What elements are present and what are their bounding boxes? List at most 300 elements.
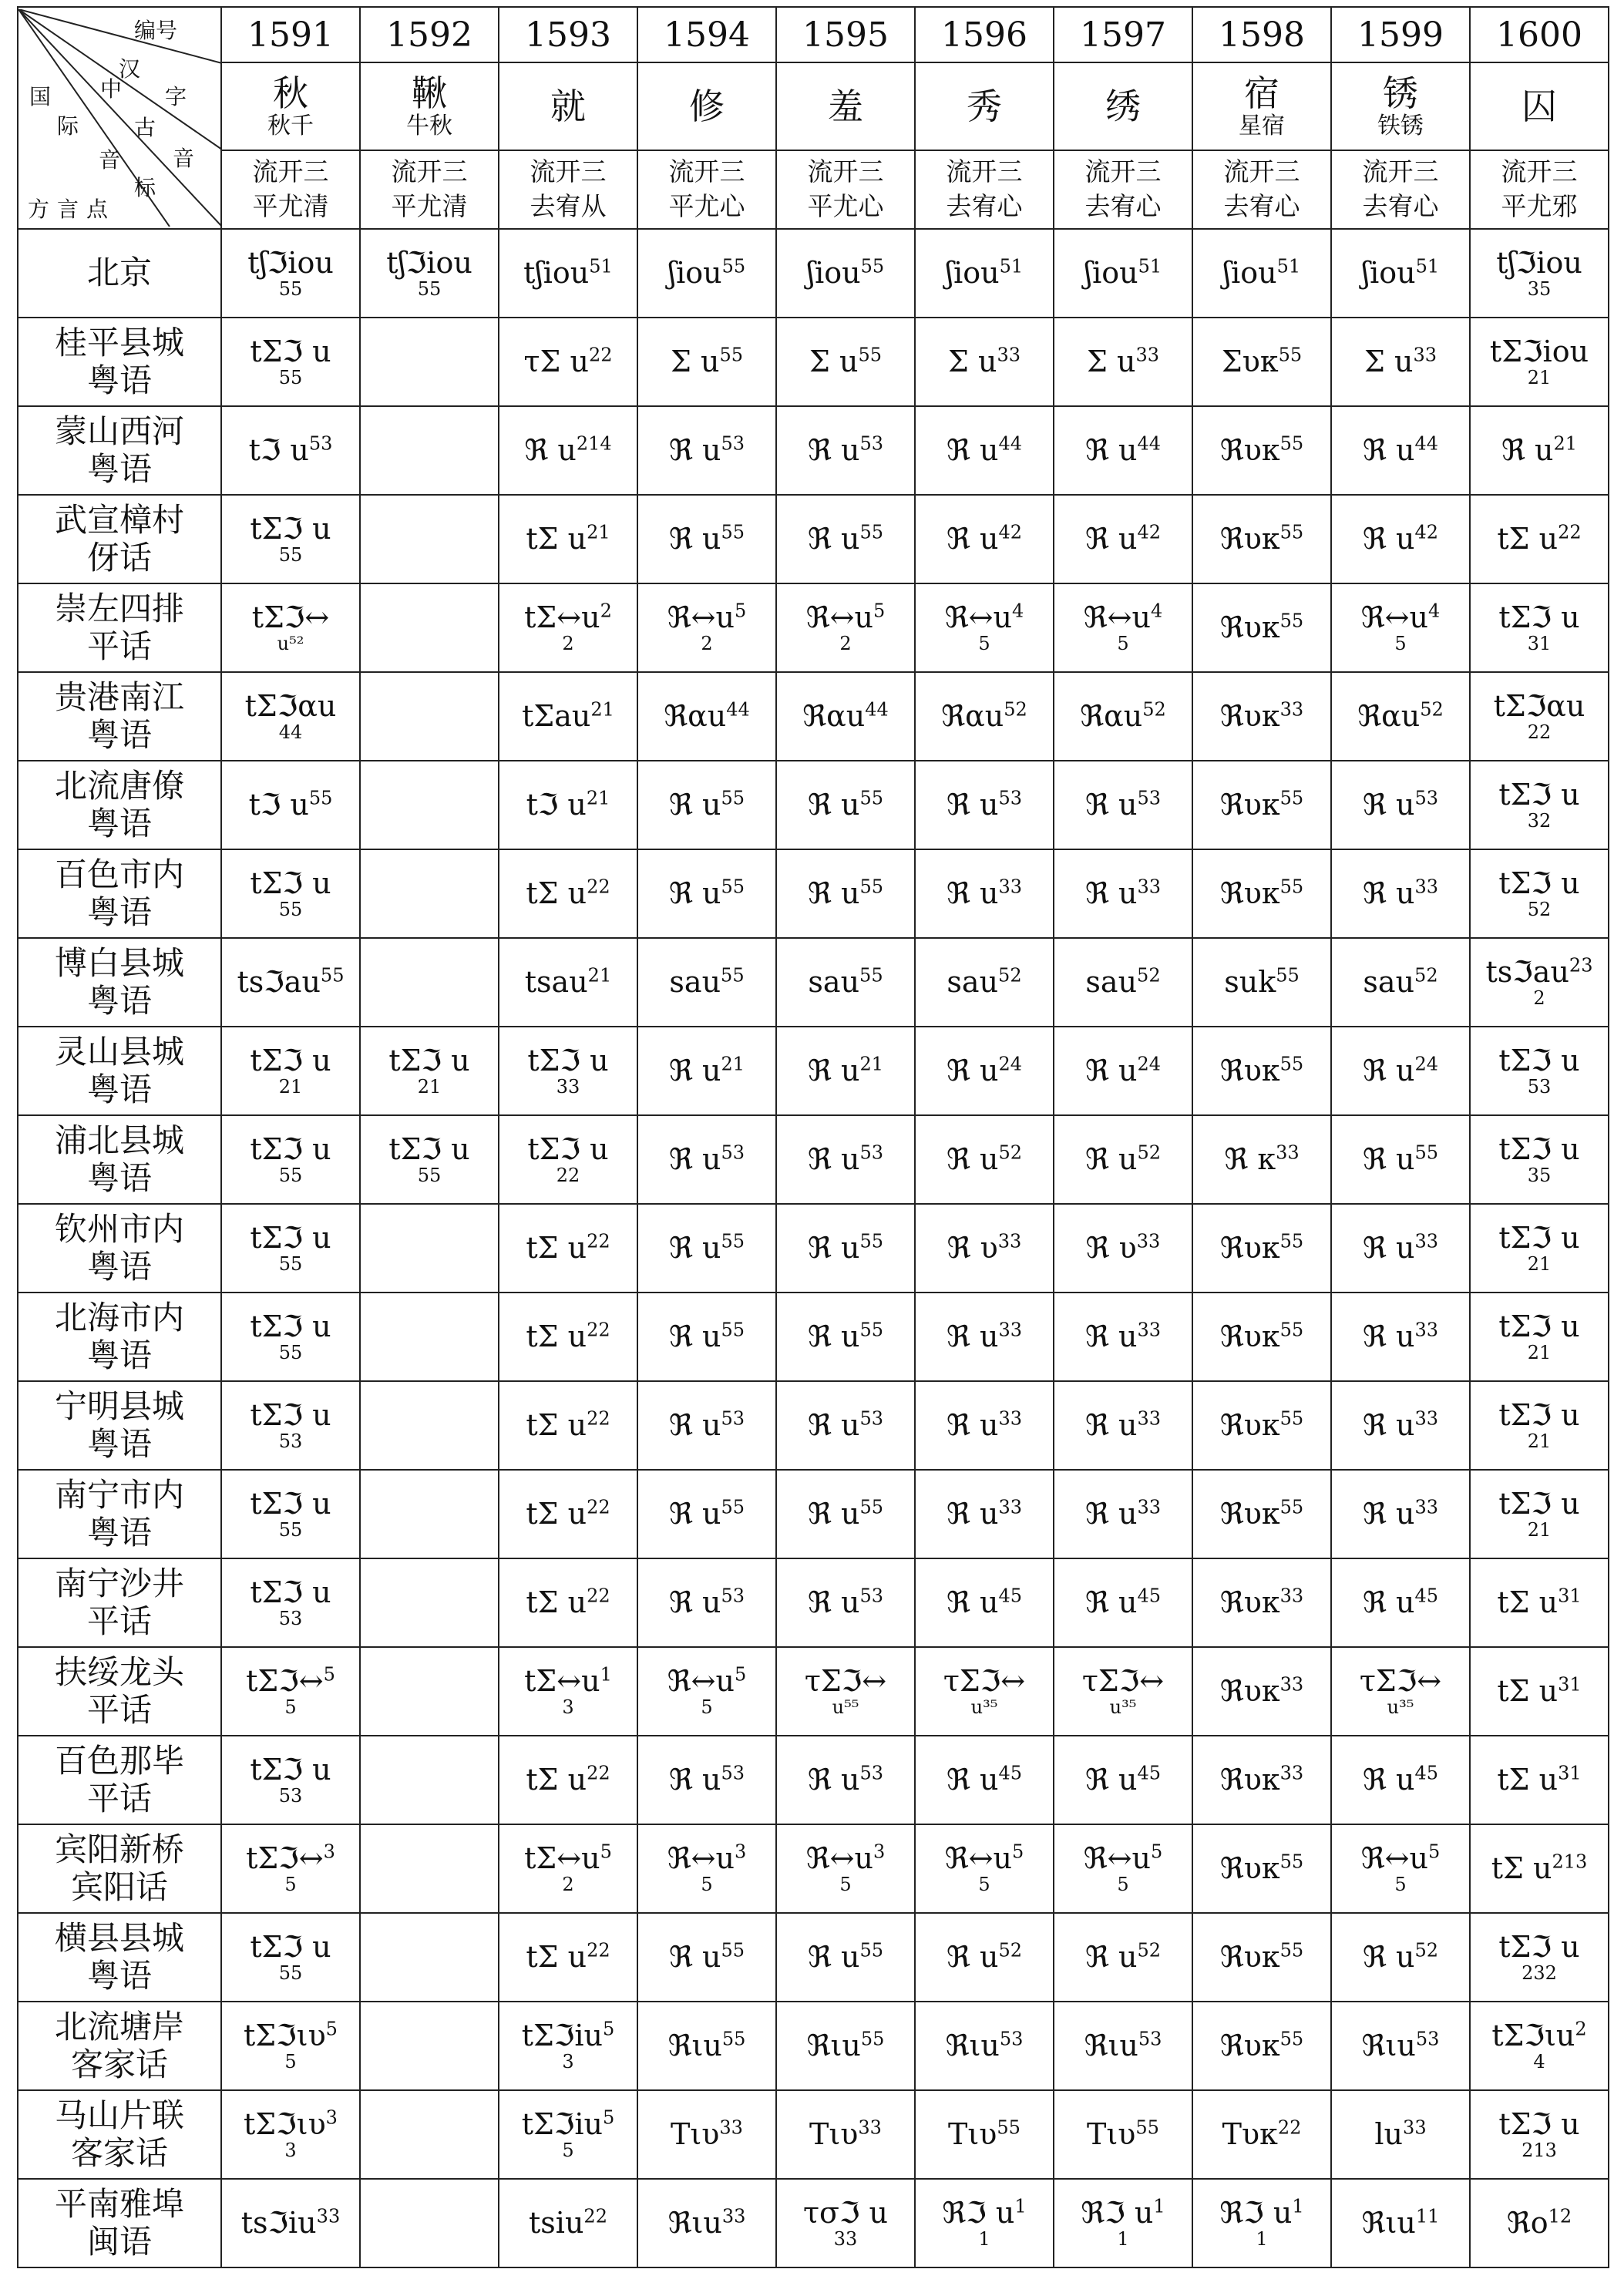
corner-label-han: 汉 xyxy=(119,56,141,82)
pronunciation-text: ℜ u xyxy=(1084,876,1138,910)
tone-superscript: 45 xyxy=(1414,1761,1439,1783)
table-row xyxy=(18,1647,1609,1736)
pronunciation-text: tΣ u xyxy=(526,1230,587,1265)
pronunciation-text: lu xyxy=(1374,2116,1404,2151)
pronunciation-main xyxy=(499,1584,637,1619)
tone-superscript: 22 xyxy=(587,1938,610,1961)
pronunciation-main xyxy=(1054,1663,1192,1698)
column-number-1592: 1592 xyxy=(360,7,499,62)
pronunciation-cell xyxy=(776,318,915,406)
tone-superscript: 55 xyxy=(719,343,743,365)
pronunciation-cell xyxy=(1192,318,1331,406)
pronunciation-text: τσℑ u xyxy=(802,2195,888,2230)
tone-superscript: 31 xyxy=(1558,1672,1582,1695)
tone-superscript: 214 xyxy=(576,432,612,454)
pronunciation-cell xyxy=(499,2179,637,2267)
pronunciation-main xyxy=(1471,1309,1608,1343)
location-line: 崇左四排 xyxy=(54,590,184,628)
pronunciation-cell xyxy=(1331,495,1470,583)
pronunciation-cell xyxy=(915,406,1054,495)
tone-superscript: 55 xyxy=(1276,963,1300,986)
pronunciation-main xyxy=(222,1397,359,1432)
pronunciation-main xyxy=(361,245,498,280)
middle-chinese-line: 去宥心 xyxy=(1362,191,1439,221)
pronunciation-text: ℜαu xyxy=(802,698,866,733)
pronunciation-cell xyxy=(360,1736,499,1824)
pronunciation-cell xyxy=(776,2002,915,2090)
tone-superscript: 24 xyxy=(1414,1052,1439,1074)
pronunciation-text: tʃℑiou xyxy=(386,245,472,280)
location-cell xyxy=(18,1736,221,1824)
tone-subscript: 1 xyxy=(1256,2228,1268,2251)
pronunciation-text: ℜ u xyxy=(1084,1141,1138,1176)
pronunciation-main xyxy=(1332,1938,1469,1974)
pronunciation-text: ʃiou xyxy=(667,255,722,290)
pronunciation-cell xyxy=(915,1115,1054,1204)
location-cell xyxy=(18,495,221,583)
pronunciation-main xyxy=(222,688,359,723)
pronunciation-cell xyxy=(1470,1293,1609,1381)
location-line: 宾阳话 xyxy=(70,1867,168,1906)
pronunciation-text: suk xyxy=(1224,964,1276,999)
pronunciation-text: sau xyxy=(808,964,860,999)
tone-superscript: 5 xyxy=(1427,1840,1441,1862)
pronunciation-text: ℜυκ xyxy=(1219,1496,1280,1531)
tone-superscript: 22 xyxy=(587,875,610,897)
pronunciation-cell xyxy=(1192,1204,1331,1293)
location-cell xyxy=(18,2179,221,2267)
pronunciation-main xyxy=(916,2027,1053,2062)
tone-superscript: 55 xyxy=(860,254,885,277)
middle-chinese-line: 流开三 xyxy=(668,156,745,187)
tone-superscript: 22 xyxy=(587,1407,610,1429)
pronunciation-cell xyxy=(1331,1647,1470,1736)
tone-superscript: 33 xyxy=(1414,1318,1439,1340)
pronunciation-cell xyxy=(1470,2090,1609,2179)
pronunciation-text: tΣℑ u xyxy=(1498,1131,1580,1166)
tone-superscript: 53 xyxy=(721,1141,745,1163)
tone-superscript: 55 xyxy=(721,1318,745,1340)
tone-superscript: 53 xyxy=(1137,786,1162,808)
corner-label-biao: 标 xyxy=(134,175,156,200)
tone-subscript: 5 xyxy=(1394,633,1407,655)
pronunciation-cell xyxy=(915,2179,1054,2267)
table-row xyxy=(18,1470,1609,1558)
pronunciation-cell xyxy=(1331,1027,1470,1115)
pronunciation-text: ℜ u xyxy=(668,876,721,910)
pronunciation-cell xyxy=(1054,318,1192,406)
pronunciation-main xyxy=(499,520,637,556)
column-number-1600: 1600 xyxy=(1470,7,1609,62)
pronunciation-main xyxy=(499,1938,637,1974)
pronunciation-main xyxy=(499,1662,637,1698)
pronunciation-text: tΣℑ u xyxy=(250,1486,331,1521)
pronunciation-text: tΣℑ u xyxy=(1498,600,1580,634)
tone-subscript: 1 xyxy=(1117,2228,1129,2251)
pronunciation-cell xyxy=(1192,583,1331,672)
pronunciation-main xyxy=(1471,1131,1608,1166)
tone-superscript: 23 xyxy=(1569,953,1593,976)
pronunciation-main xyxy=(222,1486,359,1521)
pronunciation-text: ℜυκ xyxy=(1219,2028,1280,2062)
pronunciation-text: ℜ u xyxy=(946,1496,999,1531)
pronunciation-cell xyxy=(1470,1558,1609,1647)
tone-subscript: 21 xyxy=(1527,1342,1552,1364)
tone-subscript: 22 xyxy=(1527,721,1552,744)
pronunciation-text: τΣℑ↔ xyxy=(804,1663,887,1698)
tone-superscript: 5 xyxy=(1011,1840,1024,1862)
tone-superscript: 55 xyxy=(308,786,333,808)
column-number-1599: 1599 xyxy=(1331,7,1470,62)
character-example: 星宿 xyxy=(1239,112,1285,140)
pronunciation-cell xyxy=(360,1293,499,1381)
pronunciation-main xyxy=(777,875,914,910)
tone-superscript: 53 xyxy=(999,2027,1024,2049)
pronunciation-text: tΣau xyxy=(522,698,591,733)
location-line: 客家话 xyxy=(70,2045,168,2083)
location-line: 粤语 xyxy=(86,1336,152,1374)
pronunciation-text: ℜ u xyxy=(1084,1407,1138,1442)
tone-superscript: 31 xyxy=(1558,1761,1582,1783)
pronunciation-main xyxy=(1193,1584,1330,1619)
tone-superscript: 21 xyxy=(721,1052,745,1074)
location-line: 客家话 xyxy=(70,2133,168,2172)
pronunciation-cell xyxy=(776,229,915,318)
pronunciation-main xyxy=(499,1131,637,1166)
pronunciation-text: tʃℑiou xyxy=(247,245,334,280)
pronunciation-text: ℜ u xyxy=(1362,432,1415,467)
pronunciation-main xyxy=(916,2116,1053,2151)
tone-superscript: 55 xyxy=(859,1495,884,1518)
tone-superscript: 33 xyxy=(1414,1495,1439,1518)
pronunciation-main xyxy=(1332,254,1469,290)
pronunciation-cell xyxy=(1192,2179,1331,2267)
tone-superscript: 33 xyxy=(1137,1407,1162,1429)
pronunciation-text: ℜ↔u xyxy=(1083,600,1151,634)
tone-superscript: 3 xyxy=(734,1840,747,1862)
pronunciation-text: ℜ u xyxy=(807,1230,860,1265)
pronunciation-cell xyxy=(499,1027,637,1115)
pronunciation-main xyxy=(1471,1850,1608,1885)
tone-superscript: 55 xyxy=(1279,1495,1304,1518)
pronunciation-cell xyxy=(1054,1470,1192,1558)
column-number-1598: 1598 xyxy=(1192,7,1331,62)
pronunciation-main xyxy=(1054,599,1192,634)
tone-superscript: 33 xyxy=(998,1495,1023,1518)
pronunciation-cell xyxy=(1331,2002,1470,2090)
pronunciation-text: Σ u xyxy=(809,344,859,378)
location-line: 粤语 xyxy=(86,1424,152,1463)
tone-superscript: 55 xyxy=(1279,520,1304,543)
pronunciation-text: ℜ u xyxy=(668,1141,721,1176)
tone-superscript: 5 xyxy=(734,1662,747,1685)
tone-subscript: 44 xyxy=(278,721,303,744)
pronunciation-main xyxy=(1054,254,1192,290)
tone-subscript: 55 xyxy=(278,1962,303,1985)
pronunciation-text: ℜ u xyxy=(668,1762,721,1797)
column-character-cell xyxy=(1470,62,1609,150)
pronunciation-text: ℜαu xyxy=(1080,698,1143,733)
tone-superscript: 11 xyxy=(1415,2204,1440,2227)
pronunciation-main xyxy=(1054,432,1192,467)
pronunciation-text: ℜ↔u xyxy=(667,1840,735,1875)
pronunciation-text: ℜυκ xyxy=(1219,1762,1280,1797)
tone-superscript: 5 xyxy=(602,2106,615,2128)
tone-superscript: 22 xyxy=(588,343,613,365)
tone-subscript: 21 xyxy=(1527,1519,1552,1541)
pronunciation-main xyxy=(1054,1840,1192,1875)
corner-label-zhong: 中 xyxy=(100,76,123,102)
pronunciation-text: sau xyxy=(1363,964,1415,999)
tone-subscript: 55 xyxy=(278,1253,303,1276)
tone-superscript: 53 xyxy=(859,1141,884,1163)
pronunciation-cell xyxy=(1331,1558,1470,1647)
pronunciation-cell xyxy=(360,406,499,495)
pronunciation-main xyxy=(1332,1584,1469,1619)
middle-chinese-cell xyxy=(1470,150,1609,229)
pronunciation-main xyxy=(1193,254,1330,290)
pronunciation-cell xyxy=(221,849,360,938)
tone-subscript: 5 xyxy=(978,633,990,655)
pronunciation-main xyxy=(499,2106,637,2141)
pronunciation-cell xyxy=(221,406,360,495)
pronunciation-cell xyxy=(360,672,499,761)
pronunciation-text: ℜ u xyxy=(1084,1319,1138,1353)
tone-superscript: 55 xyxy=(859,1318,884,1340)
pronunciation-cell xyxy=(1470,1824,1609,1913)
pronunciation-cell xyxy=(776,849,915,938)
pronunciation-cell xyxy=(776,1913,915,2002)
pronunciation-main xyxy=(499,1407,637,1442)
tone-superscript: 52 xyxy=(1414,1938,1439,1961)
tone-subscript: 55 xyxy=(278,278,303,301)
pronunciation-cell xyxy=(1331,1913,1470,2002)
pronunciation-text: ℜιu xyxy=(1361,2028,1416,2062)
pronunciation-cell xyxy=(221,318,360,406)
pronunciation-text: ℜ u xyxy=(1084,1496,1138,1531)
pronunciation-main xyxy=(916,1840,1053,1875)
character: 修 xyxy=(689,85,725,127)
pronunciation-cell xyxy=(360,761,499,849)
tone-superscript: 55 xyxy=(1279,1318,1304,1340)
pronunciation-text: ℜ u xyxy=(1362,1939,1415,1974)
pronunciation-cell xyxy=(637,495,776,583)
location-line: 北海市内 xyxy=(54,1299,184,1337)
pronunciation-cell xyxy=(915,1470,1054,1558)
pronunciation-text: ℜ u xyxy=(1362,1762,1415,1797)
pronunciation-main xyxy=(222,1131,359,1166)
location-line: 贵港南江 xyxy=(54,678,184,717)
pronunciation-main xyxy=(1054,1495,1192,1531)
pronunciation-cell xyxy=(221,2179,360,2267)
pronunciation-text: tΣℑ u xyxy=(250,1043,331,1077)
pronunciation-text: ℜ↔u xyxy=(1360,1840,1428,1875)
pronunciation-cell xyxy=(1054,1204,1192,1293)
pronunciation-text: tΣℑiou xyxy=(1489,334,1589,368)
pronunciation-main xyxy=(1054,2116,1192,2151)
pronunciation-cell xyxy=(1054,229,1192,318)
table-row xyxy=(18,583,1609,672)
table-row xyxy=(18,1824,1609,1913)
pronunciation-text: τΣℑ↔ xyxy=(1081,1663,1165,1698)
tone-superscript: 33 xyxy=(316,2204,341,2227)
pronunciation-main xyxy=(1471,866,1608,900)
pronunciation-text: ℜυκ xyxy=(1219,1053,1280,1087)
header-row-number xyxy=(18,7,1609,62)
pronunciation-cell xyxy=(915,583,1054,672)
pronunciation-main xyxy=(1332,2204,1469,2240)
pronunciation-cell xyxy=(637,583,776,672)
tone-superscript: 33 xyxy=(1136,1229,1161,1252)
column-character-cell xyxy=(499,62,637,150)
pronunciation-cell xyxy=(1192,1736,1331,1824)
corner-label-gu: 古 xyxy=(134,115,156,140)
pronunciation-cell xyxy=(776,406,915,495)
pronunciation-main xyxy=(1471,1220,1608,1255)
tone-superscript: 33 xyxy=(998,875,1023,897)
pronunciation-text: ʃiou xyxy=(1084,255,1138,290)
pronunciation-main xyxy=(1471,520,1608,556)
pronunciation-text: tΣℑιυ xyxy=(244,2106,326,2141)
pronunciation-main xyxy=(777,2027,914,2062)
pronunciation-text: ℜ u xyxy=(1362,1585,1415,1619)
pronunciation-main xyxy=(1054,1584,1192,1619)
pronunciation-main xyxy=(1054,963,1192,999)
pronunciation-cell xyxy=(360,583,499,672)
pronunciation-text: tΣ u xyxy=(526,521,587,556)
tone-superscript: 33 xyxy=(998,1318,1023,1340)
pronunciation-main xyxy=(499,2017,637,2052)
pronunciation-main xyxy=(777,1407,914,1442)
tone-superscript: 33 xyxy=(1413,343,1437,365)
tone-superscript: 55 xyxy=(1279,609,1304,631)
tone-superscript: 33 xyxy=(719,2116,743,2138)
pronunciation-cell xyxy=(499,229,637,318)
pronunciation-text: ℜ u xyxy=(946,1141,999,1176)
pronunciation-text: ℜ u xyxy=(807,1496,860,1531)
location-line: 粤语 xyxy=(86,981,152,1020)
pronunciation-text: ℜ u xyxy=(524,432,577,467)
tone-superscript: 53 xyxy=(859,1761,884,1783)
pronunciation-main xyxy=(1054,786,1192,822)
pronunciation-text: Tιυ xyxy=(671,2116,720,2151)
tone-superscript: 21 xyxy=(587,963,612,986)
pronunciation-main xyxy=(916,698,1053,733)
pronunciation-main xyxy=(916,1407,1053,1442)
pronunciation-text: ℜ u xyxy=(668,1407,721,1442)
pronunciation-main xyxy=(916,1663,1053,1698)
pronunciation-text: ℜ u xyxy=(1362,1141,1415,1176)
tone-superscript: 55 xyxy=(1279,1229,1304,1252)
pronunciation-main xyxy=(1471,1672,1608,1708)
pronunciation-cell xyxy=(360,318,499,406)
pronunciation-main xyxy=(638,254,775,290)
pronunciation-main xyxy=(1332,1407,1469,1442)
pronunciation-text: ℜ↔u xyxy=(805,1840,873,1875)
pronunciation-text: ℜ↔u xyxy=(944,600,1012,634)
pronunciation-text: tΣ u xyxy=(526,1762,587,1797)
pronunciation-cell xyxy=(915,318,1054,406)
tone-superscript: 51 xyxy=(1276,254,1301,277)
location-line: 百色市内 xyxy=(54,856,184,894)
pronunciation-cell xyxy=(637,1558,776,1647)
tone-superscript: 53 xyxy=(859,432,884,454)
tone-subscript: 21 xyxy=(1527,367,1552,389)
pronunciation-cell xyxy=(499,2002,637,2090)
pronunciation-main xyxy=(916,875,1053,910)
tone-superscript: 55 xyxy=(859,1229,884,1252)
pronunciation-cell xyxy=(360,1027,499,1115)
pronunciation-cell xyxy=(1331,1824,1470,1913)
tone-superscript: 55 xyxy=(859,520,884,543)
pronunciation-cell xyxy=(1470,583,1609,672)
pronunciation-main xyxy=(1471,688,1608,723)
pronunciation-cell xyxy=(499,1293,637,1381)
table-row xyxy=(18,2002,1609,2090)
pronunciation-cell xyxy=(1192,1381,1331,1470)
tone-subscript: 4 xyxy=(1533,2051,1545,2073)
pronunciation-cell xyxy=(1192,1913,1331,2002)
pronunciation-main xyxy=(222,511,359,546)
tone-superscript: 5 xyxy=(325,2017,338,2039)
pronunciation-main xyxy=(1193,1761,1330,1797)
pronunciation-main xyxy=(222,600,359,634)
tone-superscript: 53 xyxy=(721,1584,745,1606)
tone-superscript: 45 xyxy=(998,1761,1023,1783)
pronunciation-main xyxy=(1332,698,1469,733)
pronunciation-main xyxy=(916,432,1053,467)
location-line: 马山片联 xyxy=(54,2096,184,2135)
pronunciation-text: ℜυκ xyxy=(1219,610,1280,644)
pronunciation-cell xyxy=(499,1204,637,1293)
middle-chinese-cell xyxy=(221,150,360,229)
tone-superscript: 52 xyxy=(1414,963,1438,986)
column-character-cell xyxy=(776,62,915,150)
pronunciation-main xyxy=(1332,2116,1469,2151)
pronunciation-main xyxy=(1193,1495,1330,1531)
pronunciation-text: tΣℑ u xyxy=(1498,1309,1580,1343)
pronunciation-text: ℜ u xyxy=(946,1053,999,1087)
pronunciation-cell xyxy=(1331,761,1470,849)
pronunciation-main xyxy=(1193,1229,1330,1265)
pronunciation-cell xyxy=(915,672,1054,761)
tone-superscript: 55 xyxy=(721,963,745,986)
pronunciation-cell xyxy=(637,672,776,761)
pronunciation-cell xyxy=(1470,672,1609,761)
tone-subscript: 2 xyxy=(562,633,574,655)
pronunciation-main xyxy=(638,432,775,467)
pronunciation-text: ℜ↔u xyxy=(1083,1840,1151,1875)
tone-superscript: 45 xyxy=(1137,1584,1162,1606)
pronunciation-text: Tιυ xyxy=(948,2116,997,2151)
pronunciation-text: tΣ u xyxy=(526,1407,587,1442)
location-line: 粤语 xyxy=(86,1513,152,1551)
pronunciation-main xyxy=(777,1840,914,1875)
pronunciation-cell xyxy=(776,1736,915,1824)
pronunciation-text: ℜ u xyxy=(668,1319,721,1353)
location-line: 粤语 xyxy=(86,449,152,488)
pronunciation-main xyxy=(1332,875,1469,910)
tone-superscript: 42 xyxy=(1414,520,1439,543)
tone-subscript: 55 xyxy=(417,1165,442,1187)
pronunciation-main xyxy=(1471,1761,1608,1797)
pronunciation-main xyxy=(916,1318,1053,1353)
pronunciation-text: tΣℑαu xyxy=(244,688,337,723)
tone-subscript: 5 xyxy=(284,1696,297,1719)
pronunciation-cell xyxy=(1470,849,1609,938)
header-row-middle-chinese xyxy=(18,150,1609,229)
pronunciation-text: ʃiou xyxy=(806,255,861,290)
